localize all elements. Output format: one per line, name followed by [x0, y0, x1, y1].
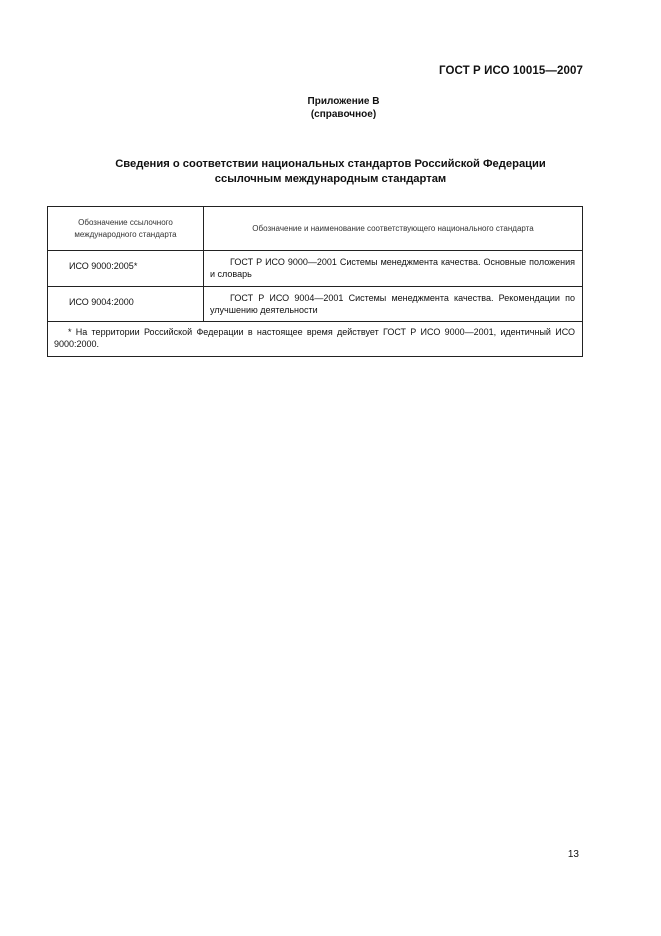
appendix-label: Приложение В — [307, 96, 380, 107]
header-reference-standard: Обозначение ссылочного международного стандарта — [48, 207, 204, 250]
table-row — [48, 251, 582, 287]
table-row — [48, 287, 582, 322]
reference-standard-cell: ИСО 9004:2000 — [48, 287, 204, 321]
reference-standard-cell: ИСО 9000:2005* — [48, 251, 204, 286]
appendix-title — [0, 157, 661, 187]
correspondence-table — [47, 206, 583, 357]
appendix-heading — [0, 95, 661, 121]
national-standard-cell: ГОСТ Р ИСО 9004—2001 Системы менеджмента качества. Рекомендации по улучшению деятельности — [210, 293, 575, 315]
header-national-standard: Обозначение и наименование соответствующего национального стандарта — [252, 223, 534, 233]
title-line-2: ссылочным международным стандартам — [214, 173, 447, 185]
table-footnote: * На территории Российской Федерации в настоящее время действует ГОСТ Р ИСО 9000—2001, идентичный ИСО 9000:2000. — [54, 327, 575, 349]
title-line-1: Сведения о соответствии национальных стандартов Российской Федерации — [115, 158, 546, 170]
appendix-type: (справочное) — [310, 109, 377, 120]
page-number: 13 — [567, 849, 579, 860]
document-code: ГОСТ Р ИСО 10015—2007 — [438, 65, 583, 77]
national-standard-cell: ГОСТ Р ИСО 9000—2001 Системы менеджмента качества. Основные положения и словарь — [210, 257, 575, 279]
table-header-row — [48, 207, 582, 251]
